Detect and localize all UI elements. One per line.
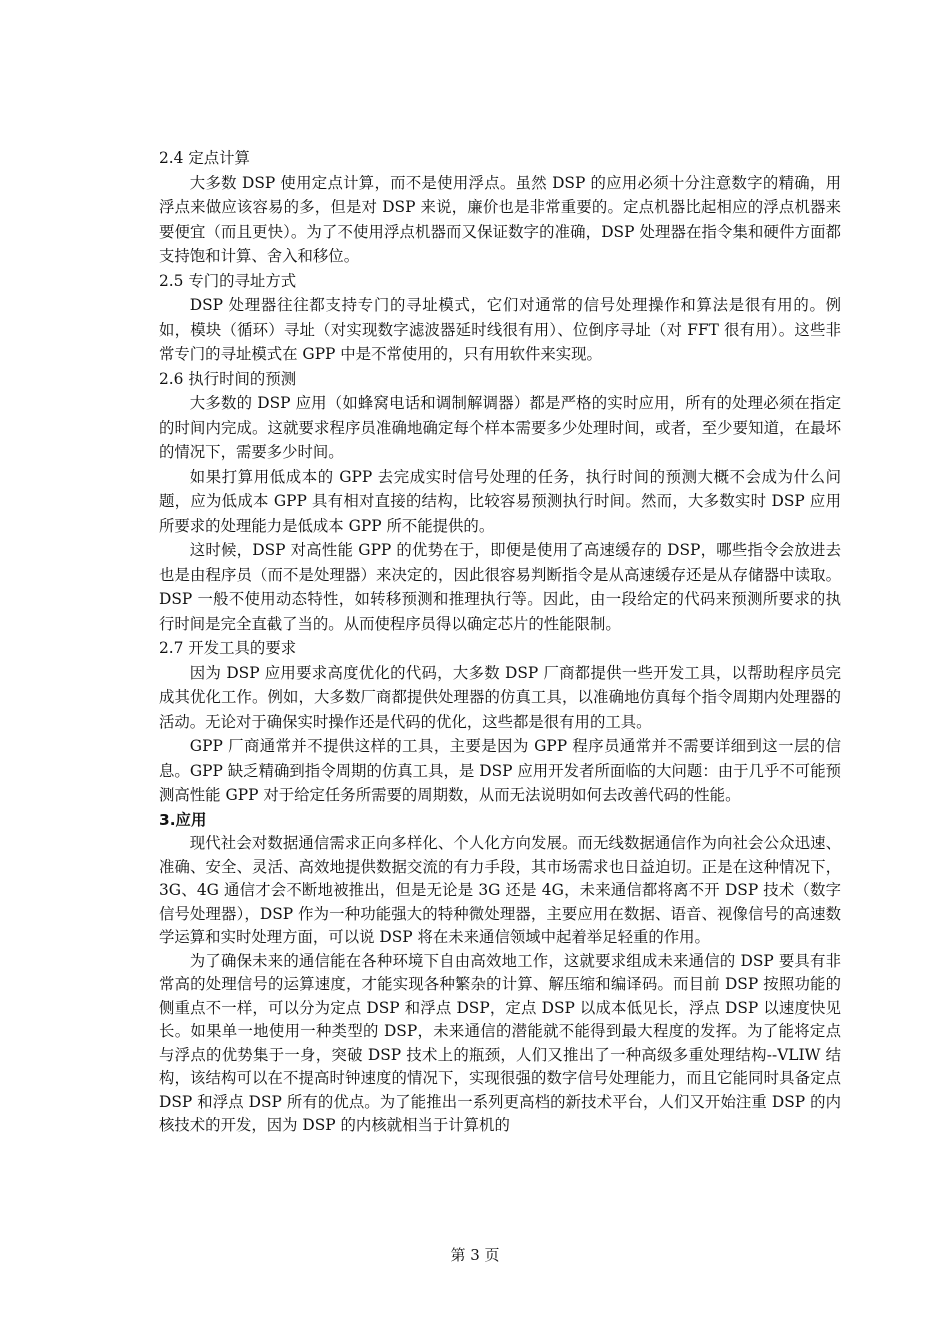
section-heading-2-5: 2.5 专门的寻址方式 [159,271,297,290]
paragraph: 大多数 DSP 使用定点计算，而不是使用浮点。虽然 DSP 的应用必须十分注意数字的精确，用浮点来做应该容易的多，但是对 DSP 来说，廉价也是非常重要的。定点机器比起相应的浮点机器来要便宜（而且更快）。为了不使用浮点机器而又保证数字的准确，DSP 处理器在指令集和硬件方面都支持饱和计算、舍入和移位。 [159,173,841,265]
section-heading-2-7: 2.7 开发工具的要求 [159,639,297,657]
paragraph: 这时候，DSP 对高性能 GPP 的优势在于，即便是使用了高速缓存的 DSP，哪些指令会放进去也是由程序员（而不是处理器）来决定的，因此很容易判断指令是从高速缓存还是从存储器中读取。DSP 一般不使用动态特性，如转移预测和推理执行等。因此，由一段给定的代码来预测所要求的执行时间是完全直截了当的。从而使程序员得以确定芯片的性能限制。 [159,541,841,633]
paragraph: 大多数的 DSP 应用（如蜂窝电话和调制解调器）都是严格的实时应用，所有的处理必须在指定的时间内完成。这就要求程序员准确地确定每个样本需要多少处理时间，或者，至少要知道，在最坏的情况下，需要多少时间。 [159,394,841,461]
paragraph: 为了确保未来的通信能在各种环境下自由高效地工作，这就要求组成未来通信的 DSP 要具有非常高的处理信号的运算速度，才能实现各种繁杂的计算、解压缩和编译码。而目前 DSP 按照功能的侧重点不一样，可以分为定点 DSP 和浮点 DSP，定点 DSP 以成本低见长，浮点 DSP 以速度快见长。如果单一地使用一种类型的 DSP，未来通信的潜能就不能得到最大程度的发挥。为了能将定点与浮点的优势集于一身，突破 DSP 技术上的瓶颈，人们又推出了一种高级多重处理结构--VLIW 结构，该结构可以在不提高时钟速度的情况下，实现很强的数字信号处理能力，而且它能同时具备定点 DSP 和浮点 DSP 所有的优点。为了能推出一系列更高档的新技术平台，人们又开始注重 DSP 的内核技术的开发，因为 DSP 的内核就相当于计算机的 [159,951,841,1134]
section-heading-2-6: 2.6 执行时间的预测 [159,369,297,388]
page-number: 第 3 页 [450,1246,500,1264]
paragraph: 如果打算用低成本的 GPP 去完成实时信号处理的任务，执行时间的预测大概不会成为什么问题，应为低成本 GPP 具有相对直接的结构，比较容易预测执行时间。然而，大多数实时 DSP 应用所要求的处理能力是低成本 GPP 所不能提供的。 [159,467,841,535]
page-content [159,146,841,1138]
paragraph: 因为 DSP 应用要求高度优化的代码，大多数 DSP 厂商都提供一些开发工具，以帮助程序员完成其优化工作。例如，大多数厂商都提供处理器的仿真工具，以准确地仿真每个指令周期内处理器的活动。无论对于确保实时操作还是代码的优化，这些都是很有用的工具。 [159,663,841,731]
paragraph: 现代社会对数据通信需求正向多样化、个人化方向发展。而无线数据通信作为向社会公众迅速、准确、安全、灵活、高效地提供数据交流的有力手段，其市场需求也日益迫切。正是在这种情况下，3G、4G 通信才会不断地被推出，但是无论是 3G 还是 4G，未来通信都将离不开 DSP 技术（数字信号处理器），DSP 作为一种功能强大的特种微处理器，主要应用在数据、语音、视像信号的高速数学运算和实时处理方面，可以说 DSP 将在未来通信领域中起着举足轻重的作用。 [159,834,841,946]
section-heading-3: 3.应用 [159,810,207,829]
paragraph: GPP 厂商通常并不提供这样的工具，主要是因为 GPP 程序员通常并不需要详细到这一层的信息。GPP 缺乏精确到指令周期的仿真工具，是 DSP 应用开发者所面临的大问题：由于几乎不可能预测高性能 GPP 对于给定任务所需要的周期数，从而无法说明如何去改善代码的性能。 [159,737,841,804]
section-heading-2-4: 2.4 定点计算 [159,149,250,167]
paragraph: DSP 处理器往往都支持专门的寻址模式，它们对通常的信号处理操作和算法是很有用的。例如，模块（循环）寻址（对实现数字滤波器延时线很有用）、位倒序寻址（对 FFT 很有用）。这些非常专门的寻址模式在 GPP 中是不常使用的，只有用软件来实现。 [159,296,841,363]
